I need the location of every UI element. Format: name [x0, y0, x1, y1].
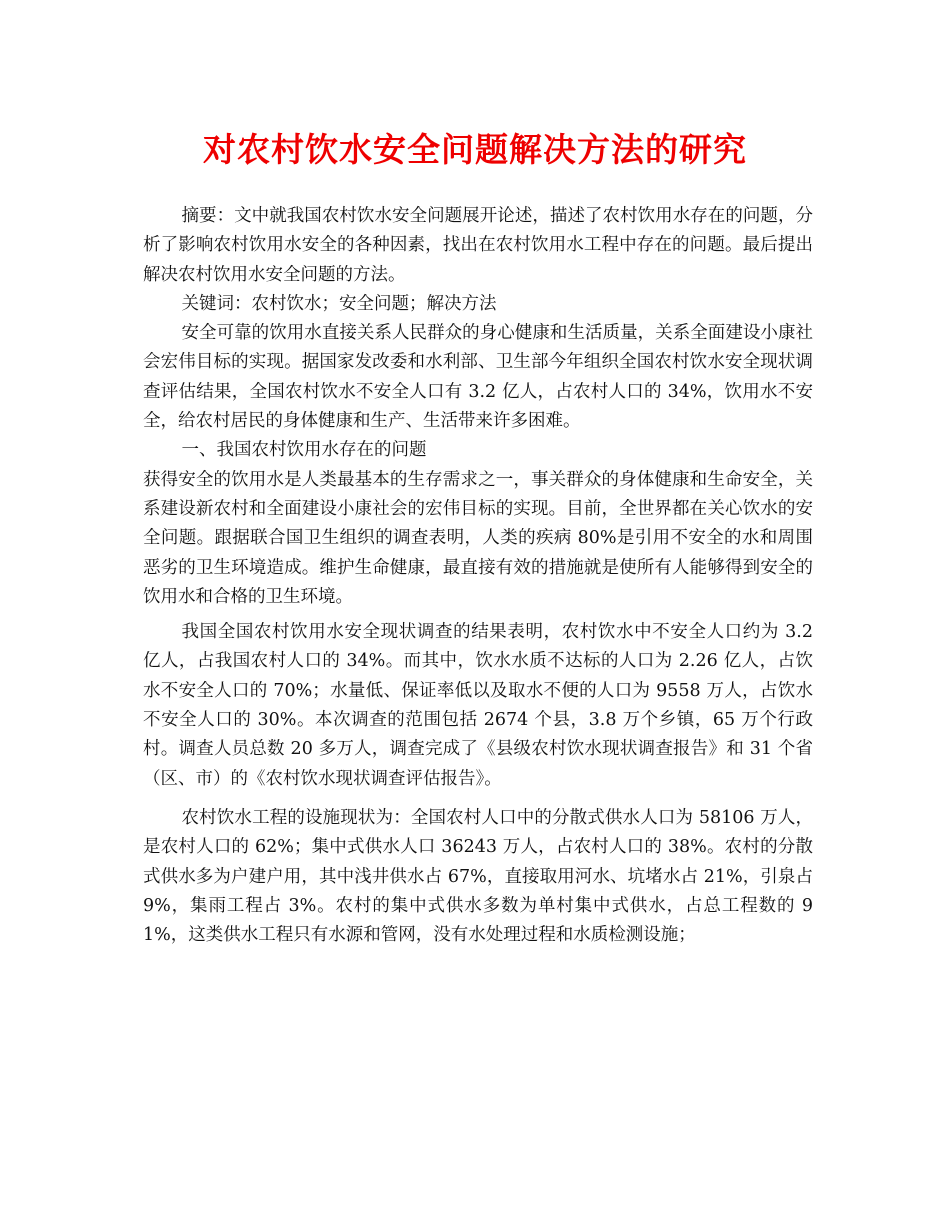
section-1-paragraph-2: 我国全国农村饮用水安全现状调查的结果表明，农村饮水中不安全人口约为 3.2 亿人，占我国农村人口的 34%。而其中，饮水水质不达标的人口为 2.26 亿人，占饮水不安全人口的 70%；水量低、保证率低以及取水不便的人口为 9558 万人，占饮水不安全人口的 30%。本次调查的范围包括 2674 个县，3.8 万个乡镇，65 万个行政村。调查人员总数 20 多万人，调查完成了《县级农村饮水现状调查报告》和 31 个省（区、市）的《农村饮水现状调查评估报告》。	[143, 622, 813, 789]
document-body	[143, 202, 813, 950]
keywords-paragraph: 关键词：农村饮水；安全问题；解决方法	[181, 293, 497, 314]
section-heading-1: 一、我国农村饮用水存在的问题	[181, 440, 427, 461]
intro-paragraph: 安全可靠的饮用水直接关系人民群众的身心健康和生活质量，关系全面建设小康社会宏伟目标的实现。据国家发改委和水利部、卫生部今年组织全国农村饮水安全现状调查评估结果，全国农村饮水不安全人口有 3.2 亿人，占农村人口的 34%，饮用水不安全，给农村居民的身体健康和生产、生活带来许多困难。	[143, 323, 813, 432]
section-1-paragraph-1: 获得安全的饮用水是人类最基本的生存需求之一，事关群众的身体健康和生命安全，关系建设新农村和全面建设小康社会的宏伟目标的实现。目前，全世界都在关心饮水的安全问题。跟据联合国卫生组织的调查表明，人类的疾病 80%是引用不安全的水和周围恶劣的卫生环境造成。维护生命健康，最直接有效的措施就是使所有人能够得到安全的饮用水和合格的卫生环境。	[143, 469, 813, 607]
document-title: 对农村饮水安全问题解决方法的研究	[203, 130, 747, 169]
section-1-paragraph-3: 农村饮水工程的设施现状为：全国农村人口中的分散式供水人口为 58106 万人，是农村人口的 62%；集中式供水人口 36243 万人，占农村人口的 38%。农村的分散式供水多为户建户用，其中浅井供水占 67%，直接取用河水、坑堵水占 21%，引泉占 9%，集雨工程占 3%。农村的集中式供水多数为单村集中式供水，占总工程数的 91%，这类供水工程只有水源和管网，没有水处理过程和水质检测设施；	[143, 807, 813, 946]
abstract-paragraph: 摘要：文中就我国农村饮水安全问题展开论述，描述了农村饮用水存在的问题，分析了影响农村饮用水安全的各种因素，找出在农村饮用水工程中存在的问题。最后提出解决农村饮用水安全问题的方法。	[143, 206, 813, 285]
